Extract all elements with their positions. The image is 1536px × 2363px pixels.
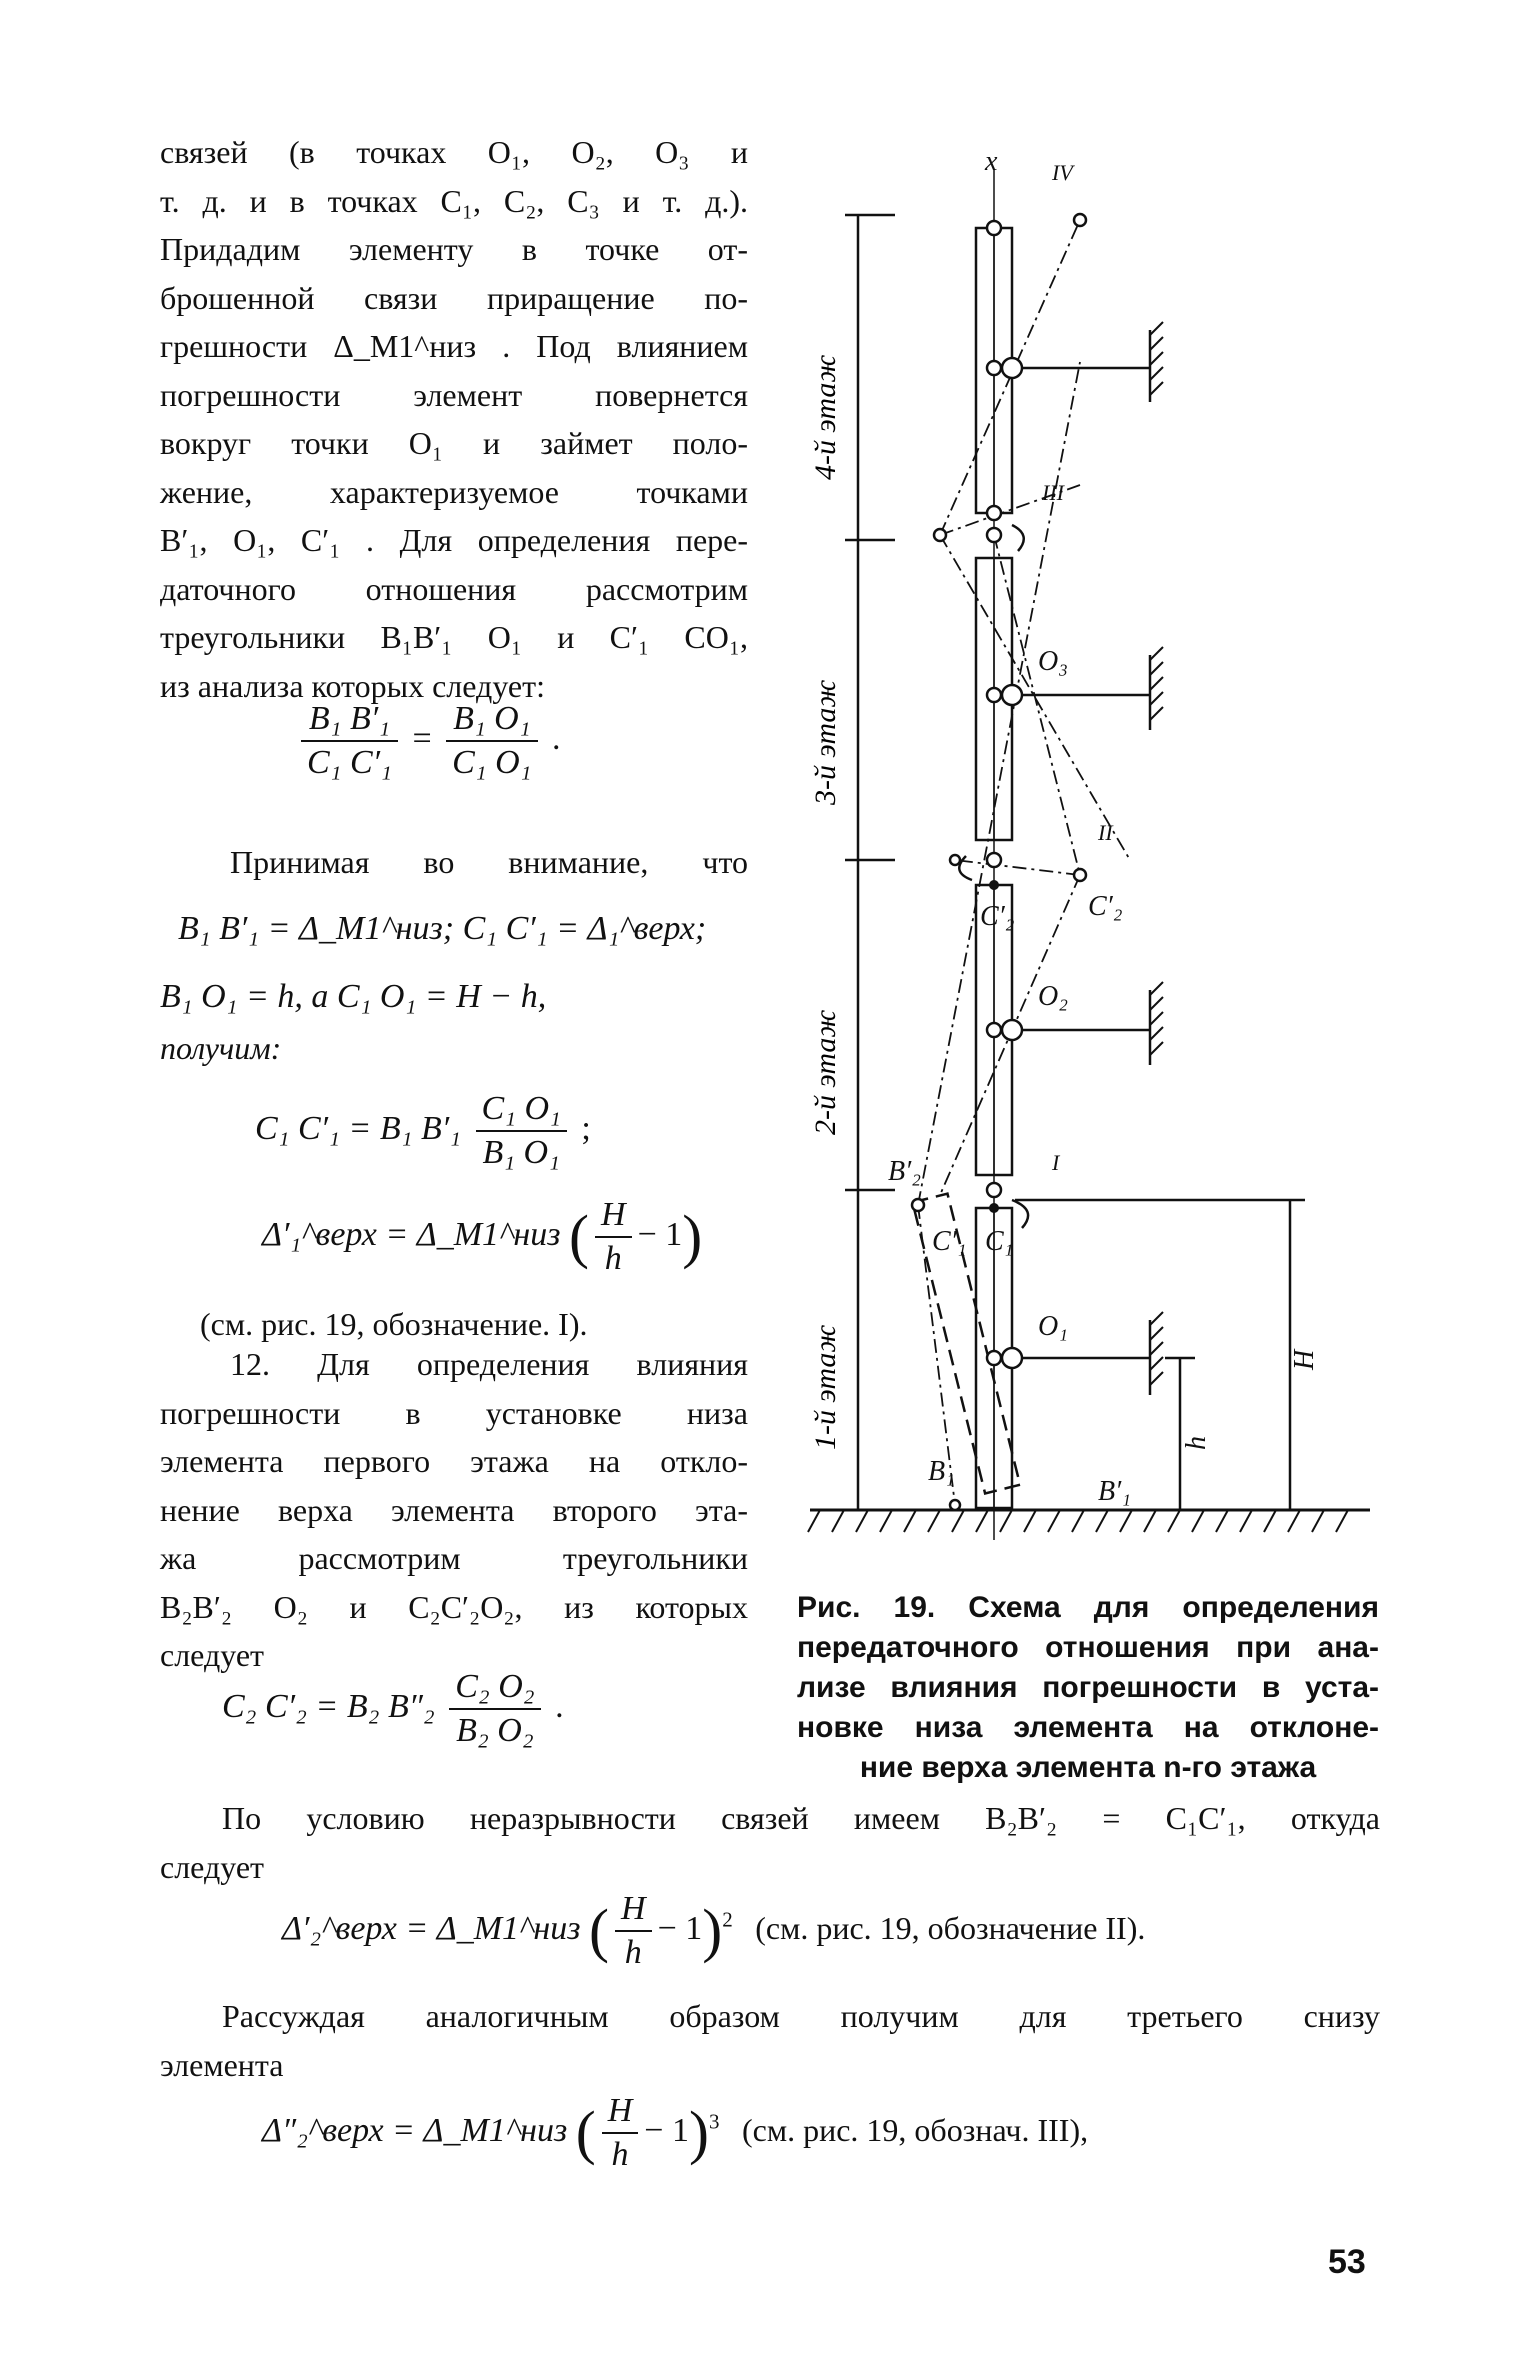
equation-3: C₁ C′₁ = B₁ B′₁ $\frac{\text{C₁ O₁}}{\text{B₁ O₁}}$ ; <box>255 1090 591 1171</box>
ground-hatching <box>808 1510 1348 1532</box>
floor-label-2: 2-й этаж <box>809 1009 842 1135</box>
rotation-arrow-1 <box>1012 1200 1028 1228</box>
text-line: Придадим элементу в точке от- <box>160 231 748 267</box>
text-line: жение, характеризуемое точками <box>160 473 748 510</box>
joint <box>987 506 1001 520</box>
label-C1: C₁ <box>985 1226 1014 1257</box>
label-I: I <box>1052 1150 1060 1175</box>
equation-1: $\frac{\text{B₁ B′₁}}{\text{C₁ C′₁}}$ = $\frac{\text{B₁ O₁}}{\text{C₁ O₁}}$ . <box>295 700 561 782</box>
left-paragraph-3 <box>160 1340 748 1680</box>
joint <box>987 853 1001 867</box>
label-B1p: B′₁ <box>1098 1476 1131 1507</box>
joint <box>1002 685 1022 705</box>
caption-line: ние верха элемента n-го этажа <box>859 1751 1317 1784</box>
support-o3 <box>1012 647 1163 730</box>
equation-6: Δ′₂^верх = Δ_M1^низ ( $\frac{H}{h}$ − 1)$^2$ (см. рис. 19, обозначение II). <box>282 1890 1146 1971</box>
joint <box>1074 869 1086 881</box>
joint <box>987 221 1001 235</box>
see-note: (см. рис. 19, обозначение. I). <box>200 1306 588 1342</box>
label-O1: O₁ <box>1038 1311 1068 1342</box>
rotation-arrow-3 <box>1012 525 1024 551</box>
text-line: погрешности в установке низа <box>160 1394 748 1431</box>
joint <box>987 1183 1001 1197</box>
label-C2p: C′₂ <box>980 901 1015 932</box>
text-line: связей (в точках O₁, O₂, O₃ и <box>160 134 748 170</box>
text-line: элемента первого этажа на откло- <box>160 1443 748 1479</box>
joint <box>987 1023 1001 1037</box>
text-line: следует <box>160 1848 264 1885</box>
text-line: жа рассмотрим треугольники <box>160 1540 748 1576</box>
text-line: даточного отношения рассмотрим <box>160 570 748 607</box>
label-III: III <box>1042 480 1064 505</box>
page-number: 53 <box>1328 2243 1366 2281</box>
joint <box>987 688 1001 702</box>
support-o4 <box>1012 322 1163 402</box>
text-line: Рассуждая аналогичным образом получим для третьего снизу <box>222 1998 1380 2034</box>
joint <box>950 855 960 865</box>
equation-2b: B₁ O₁ = h, а C₁ O₁ = H − h, <box>160 978 547 1015</box>
label-x: x <box>985 146 998 177</box>
caption-line: новке низа элемента на отклоне- <box>797 1711 1379 1744</box>
text-line: брошенной связи приращение по- <box>160 279 748 316</box>
text-line: По условию неразрывности связей имеем B₂B′₂ = C₁C′₁, откуда <box>222 1800 1380 1836</box>
text-line: следует <box>160 1637 264 1673</box>
text-line: элемента <box>160 2046 284 2083</box>
figure-19-diagram <box>780 140 1400 1560</box>
equation-5: C₂ C′₂ = B₂ B″₂ $\frac{\text{C₂ O₂}}{\text{B₂ O₂}}$ . <box>222 1668 564 1749</box>
text-line: получим: <box>160 1030 282 1066</box>
bottom-paragraph-2 <box>160 1992 1380 2089</box>
label-IV: IV <box>1052 160 1073 185</box>
left-paragraph-1 <box>160 128 748 710</box>
text-line: нение верха элемента второго эта- <box>160 1491 748 1528</box>
text-line: треугольники B₁B′₁ O₁ и C′₁ CO₁, <box>160 619 748 655</box>
floor-label-3: 3-й этаж <box>809 679 842 805</box>
text-line: грешности Δ_M1^низ . Под влиянием <box>160 328 748 364</box>
equation-2a: B₁ B′₁ = Δ_M1^низ; C₁ C′₁ = Δ₁^верх; <box>178 910 707 947</box>
joint <box>1002 1020 1022 1040</box>
caption-line: передаточного отношения при ана- <box>797 1631 1379 1664</box>
text-line: из анализа которых следует: <box>160 667 545 704</box>
floor-label-4: 4-й этаж <box>809 354 842 480</box>
support-o2 <box>1012 982 1163 1065</box>
caption-line: Рис. 19. Схема для определения <box>797 1591 1379 1624</box>
joint <box>987 528 1001 542</box>
joint <box>987 1351 1001 1365</box>
joint <box>1074 214 1086 226</box>
equation-4: Δ′₁^верх = Δ_M1^низ ( $\frac{H}{h}$ − 1) <box>262 1196 703 1277</box>
bottom-paragraph-1 <box>160 1794 1380 1891</box>
joint <box>934 529 946 541</box>
text-line: B₂B′₂ O₂ и C₂C′₂O₂, из которых <box>160 1588 748 1625</box>
text-line: т. д. и в точках C₁, C₂, C₃ и т. д.). <box>160 182 748 219</box>
text-line: Принимая во внимание, что <box>230 844 748 880</box>
joint <box>1002 358 1022 378</box>
label-C1p: C′₁ <box>932 1226 967 1257</box>
equation-7: Δ″₂^верх = Δ_M1^низ ( $\frac{H}{h}$ − 1)$^3$ (см. рис. 19, обознач. III), <box>262 2092 1089 2173</box>
label-h: h <box>1181 1436 1212 1450</box>
label-O2: O₂ <box>1038 981 1068 1012</box>
joint <box>1002 1348 1022 1368</box>
joint <box>987 361 1001 375</box>
label-II: II <box>1098 820 1113 845</box>
label-C2pp: C′₂ <box>1088 891 1123 922</box>
text-line: 12. Для определения влияния <box>230 1346 748 1382</box>
support-o1 <box>1012 1312 1163 1395</box>
left-paragraph-2 <box>160 838 748 887</box>
figure-caption <box>797 1588 1379 1788</box>
text-line: погрешности элемент повернется <box>160 376 748 413</box>
text-line: вокруг точки O₁ и займет поло- <box>160 425 748 461</box>
label-O3: O₃ <box>1038 646 1068 677</box>
label-B2p: B′₂ <box>888 1156 921 1187</box>
label-H: H <box>1289 1349 1320 1370</box>
joint <box>912 1199 924 1211</box>
text-line: B′₁, O₁, C′₁ . Для определения пере- <box>160 522 748 558</box>
caption-line: лизе влияния погрешности в уста- <box>797 1671 1379 1704</box>
joint <box>950 1500 960 1510</box>
label-B1: B₁ <box>928 1456 955 1487</box>
floor-label-1: 1-й этаж <box>809 1324 842 1450</box>
